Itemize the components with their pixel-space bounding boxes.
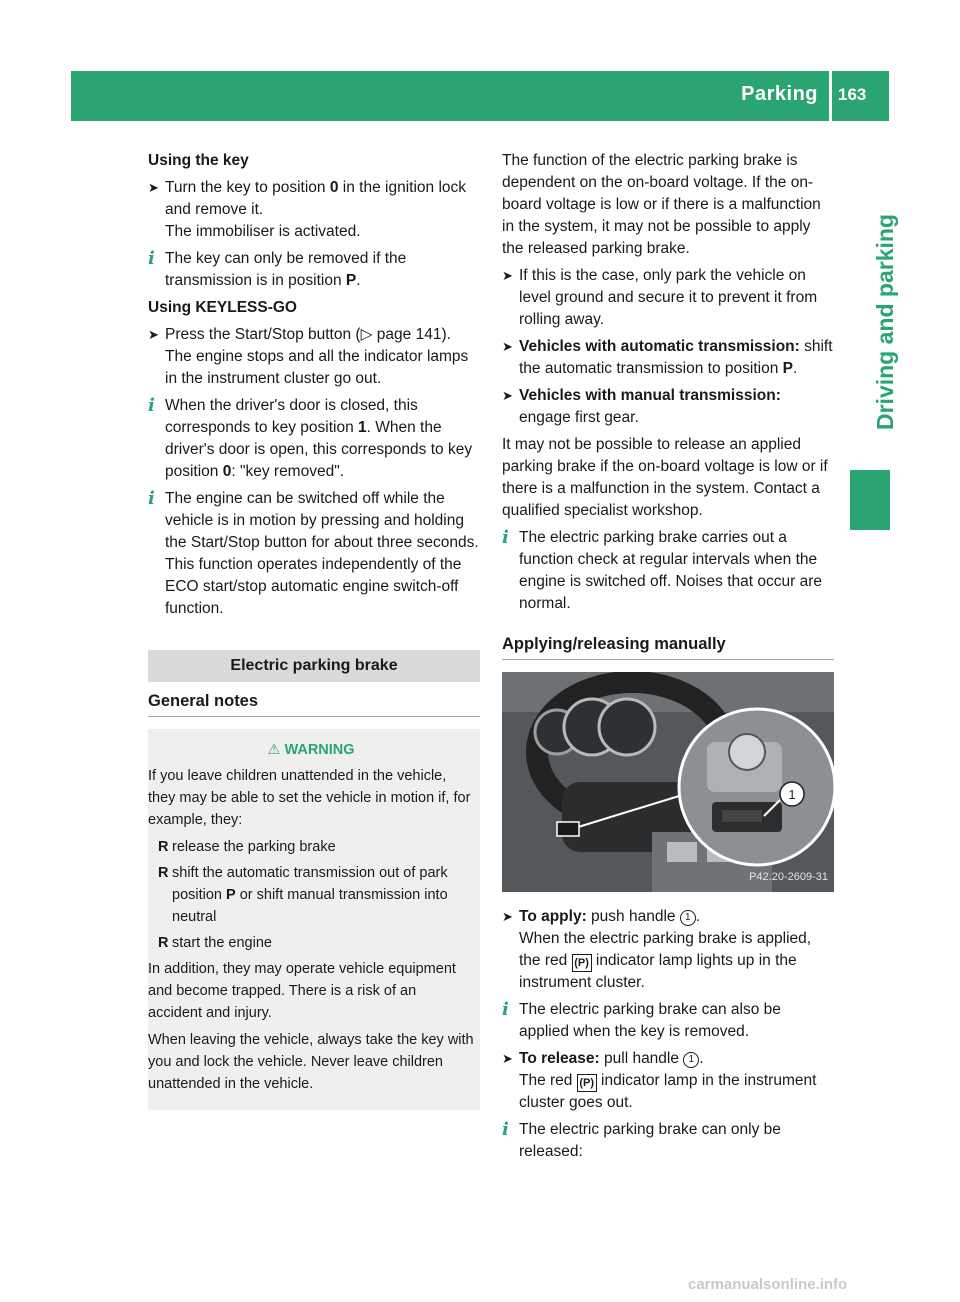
steering-wheel-figure xyxy=(502,672,834,892)
info-note: i The electric parking brake can also be applied when the key is removed. xyxy=(502,999,781,1040)
paragraph: It may not be possible to release an applied parking brake if the on-board voltage is low or if there is a malfunction in the system. Contact a qualified specialist workshop. xyxy=(502,436,828,519)
info-note: i The engine can be switched off while the vehicle is in motion by pressing and holding the Start/Stop button for about three seconds. This function operates independently of the ECO start/stop automatic engine switch-off function. xyxy=(148,488,479,617)
general-notes-heading: General notes xyxy=(148,690,480,717)
instruction-step: ➤ To apply: push handle 1 . When the electric parking brake is applied, the red (P) indicator lamp lights up in the instrument cluster. xyxy=(502,908,812,991)
instruction-step: ➤ Vehicles with manual transmission: engage first gear. xyxy=(502,387,781,426)
arrow-right-icon: ➤ xyxy=(148,327,159,342)
applying-releasing-heading: Applying/releasing manually xyxy=(502,633,834,660)
bullet-icon: R xyxy=(158,865,169,881)
intro-paragraph: The function of the electric parking brake is dependent on the on-board voltage. If the on-board voltage is low or if there is a malfunction in the system, it may not be possible to apply the released parking brake. xyxy=(502,152,821,257)
section-heading: Electric parking brake xyxy=(148,650,480,682)
list-item: R start the engine xyxy=(148,932,474,954)
dashboard-illustration xyxy=(502,672,834,892)
warning-paragraph: In addition, they may operate vehicle equipment and become trapped. There is a risk of an accident and injury. xyxy=(148,961,456,1021)
warning-triangle-icon: ⚠ xyxy=(267,742,281,758)
list-item: R release the parking brake xyxy=(148,836,474,858)
callout-number: 1 xyxy=(788,787,796,802)
instruction-step: ➤ Press the Start/Stop button (▷ page 141). The engine stops and all the indicator lamps in the instrument cluster go out. xyxy=(148,326,469,387)
right-column xyxy=(502,150,834,1168)
parking-brake-icon: (P) xyxy=(572,954,592,972)
info-icon: i xyxy=(502,527,509,548)
info-icon: i xyxy=(148,395,155,416)
arrow-right-icon: ➤ xyxy=(502,1051,513,1066)
step-result: The immobiliser is activated. xyxy=(165,223,361,240)
instruction-step: ➤ If this is the case, only park the vehicle on level ground and secure it to prevent it from rolling away. xyxy=(502,267,818,328)
list-item: R shift the automatic transmission out of park position P or shift manual transmission into neutral xyxy=(148,862,474,928)
info-note: i When the driver's door is closed, this corresponds to key position 1. When the driver's door is open, this corresponds to key position 0: "key removed". xyxy=(148,395,473,480)
info-note: i The electric parking brake carries out a function check at regular intervals when the engine is switched off. Noises that occur are normal. xyxy=(502,527,822,612)
callout-number: 1 xyxy=(683,1052,699,1068)
warning-intro: If you leave children unattended in the vehicle, they may be able to set the vehicle in motion if, for example, they: xyxy=(148,768,471,828)
keyless-go-heading: Using KEYLESS-GO xyxy=(148,299,297,316)
warning-paragraph: When leaving the vehicle, always take the key with you and lock the vehicle. Never leave children unattended in the vehicle. xyxy=(148,1032,474,1092)
arrow-right-icon: ➤ xyxy=(502,339,513,354)
arrow-right-icon: ➤ xyxy=(502,388,513,403)
page-number: 163 xyxy=(838,85,867,104)
info-note: i The electric parking brake can only be released: xyxy=(502,1119,781,1160)
left-column xyxy=(148,150,480,1110)
info-note: i The key can only be removed if the transmission is in position P. xyxy=(148,248,407,289)
arrow-right-icon: ➤ xyxy=(502,268,513,283)
warning-box xyxy=(148,729,480,1110)
instruction-step: ➤ To release: pull handle 1 . The red (P) indicator lamp in the instrument cluster goes out. xyxy=(502,1050,817,1111)
figure-code: P42.20-2609-31 xyxy=(749,871,828,883)
page-section-title: Parking xyxy=(741,83,818,105)
side-tab-label: Driving and parking xyxy=(872,214,898,430)
header-divider xyxy=(829,71,832,121)
arrow-right-icon: ➤ xyxy=(502,909,513,924)
info-icon: i xyxy=(148,248,155,269)
info-icon: i xyxy=(148,488,155,509)
instruction-step: ➤ Vehicles with automatic transmission: shift the automatic transmission to position P. xyxy=(502,338,833,377)
bullet-icon: R xyxy=(158,935,169,951)
callout-number: 1 xyxy=(680,910,696,926)
step-result: The engine stops and all the indicator lamps in the instrument cluster go out. xyxy=(165,348,469,387)
arrow-right-icon: ➤ xyxy=(148,180,159,195)
page-ref-icon: ▷ xyxy=(360,326,373,343)
using-key-heading: Using the key xyxy=(148,152,249,169)
info-icon: i xyxy=(502,999,509,1020)
watermark: carmanualsonline.info xyxy=(688,1276,848,1293)
instruction-step: ➤ Turn the key to position 0 in the ignition lock and remove it. The immobiliser is activated. xyxy=(148,179,467,240)
info-icon: i xyxy=(502,1119,509,1140)
warning-title: ⚠ WARNING xyxy=(267,742,355,758)
side-tab-marker xyxy=(850,470,890,530)
bullet-icon: R xyxy=(158,839,169,855)
parking-brake-icon: (P) xyxy=(577,1074,597,1092)
